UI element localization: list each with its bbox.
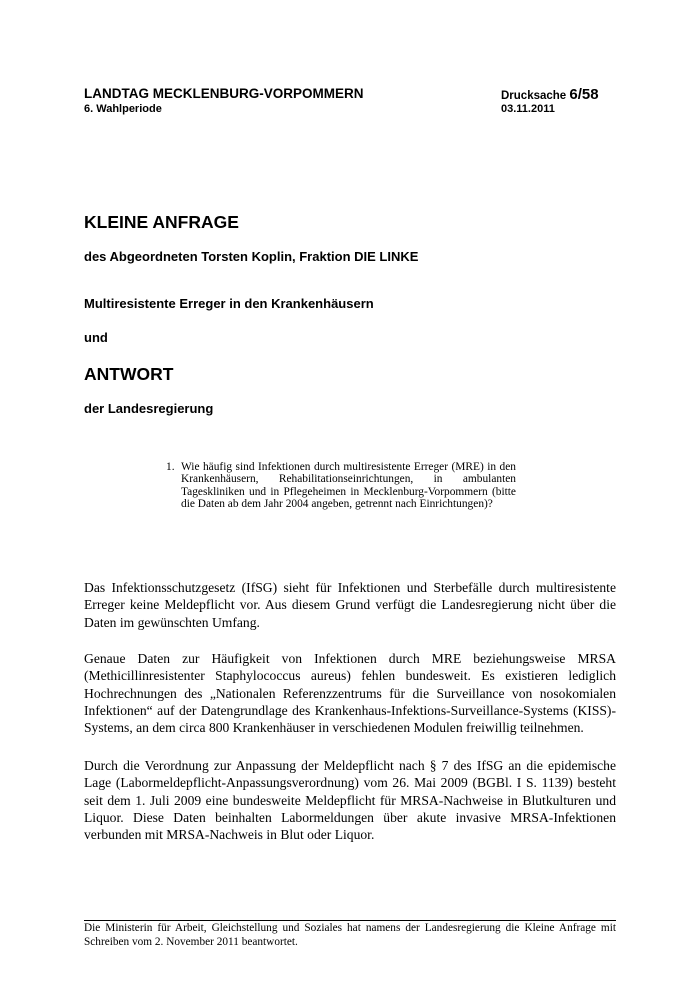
question-block [166, 461, 516, 510]
answer-paragraph: Das Infektionsschutzgesetz (IfSG) sieht für Infektionen und Sterbefälle durch multiresistente Erreger keine Meldepflicht vor. Aus diesem Grund verfügt die Landesregierung nicht über die Daten im gewünschten Umfang. [84, 580, 616, 630]
kleine-anfrage-heading: KLEINE ANFRAGE [84, 212, 239, 232]
drucksache-number: 6/58 [569, 86, 599, 103]
answer-paragraph: Durch die Verordnung zur Anpassung der Meldepflicht nach § 7 des IfSG an die epidemische Lage (Labormeldepflicht-Anpassungsverordnung) vom 26. Mai 2009 (BGBl. I S. 1139) besteht seit dem 1. Juli 2009 eine bundesweite Meldepflicht für MRSA-Nachweise in Blutkulturen und Liquor. Diese Daten beinhalten Labormeldungen über akute invasive MRSA-Infektionen verbunden mit MRSA-Nachweis in Blut oder Liquor. [84, 758, 616, 843]
drucksache-reference [501, 86, 599, 103]
responder-line: der Landesregierung [84, 401, 214, 416]
answer-paragraph: Genaue Daten zur Häufigkeit von Infektionen durch MRE beziehungsweise MRSA (Methicillinresistenter Staphylococcus aureus) fehlen bundesweit. Es existieren lediglich Hochrechnungen des „Nationalen Referenzzentrums für die Surveillance von nosokomialen Infektionen“ auf der Datengrundlage des Krankenhaus-Infektions-Surveillance-Systems (KISS)-Systems, an dem circa 800 Krankenhäuser in verschiedenen Modulen freiwillig teilnehmen. [84, 651, 616, 736]
parliament-name: LANDTAG MECKLENBURG-VORPOMMERN [84, 86, 364, 101]
subject-title: Multiresistente Erreger in den Krankenhäusern [84, 296, 374, 311]
antwort-heading: ANTWORT [84, 364, 174, 384]
question-number: 1. [166, 461, 175, 473]
author-line: des Abgeordneten Torsten Koplin, Fraktion DIE LINKE [84, 249, 419, 264]
und-connector: und [84, 330, 108, 345]
document-date: 03.11.2011 [501, 103, 555, 115]
footnote-divider [84, 920, 616, 921]
footnote-text: Die Ministerin für Arbeit, Gleichstellung und Soziales hat namens der Landesregierung die Kleine Anfrage mit Schreiben vom 2. November 2011 beantwortet. [84, 922, 616, 948]
drucksache-label: Drucksache [501, 90, 567, 102]
question-text: Wie häufig sind Infektionen durch multiresistente Erreger (MRE) in den Krankenhäusern, Rehabilitationseinrichtungen, in ambulanten Tageskliniken und in Pflegeheimen in Mecklenburg-Vorpommern (bitte die Daten ab dem Jahr 2004 angeben, getrennt nach Einrichtungen)? [181, 461, 516, 510]
electoral-period: 6. Wahlperiode [84, 103, 162, 115]
